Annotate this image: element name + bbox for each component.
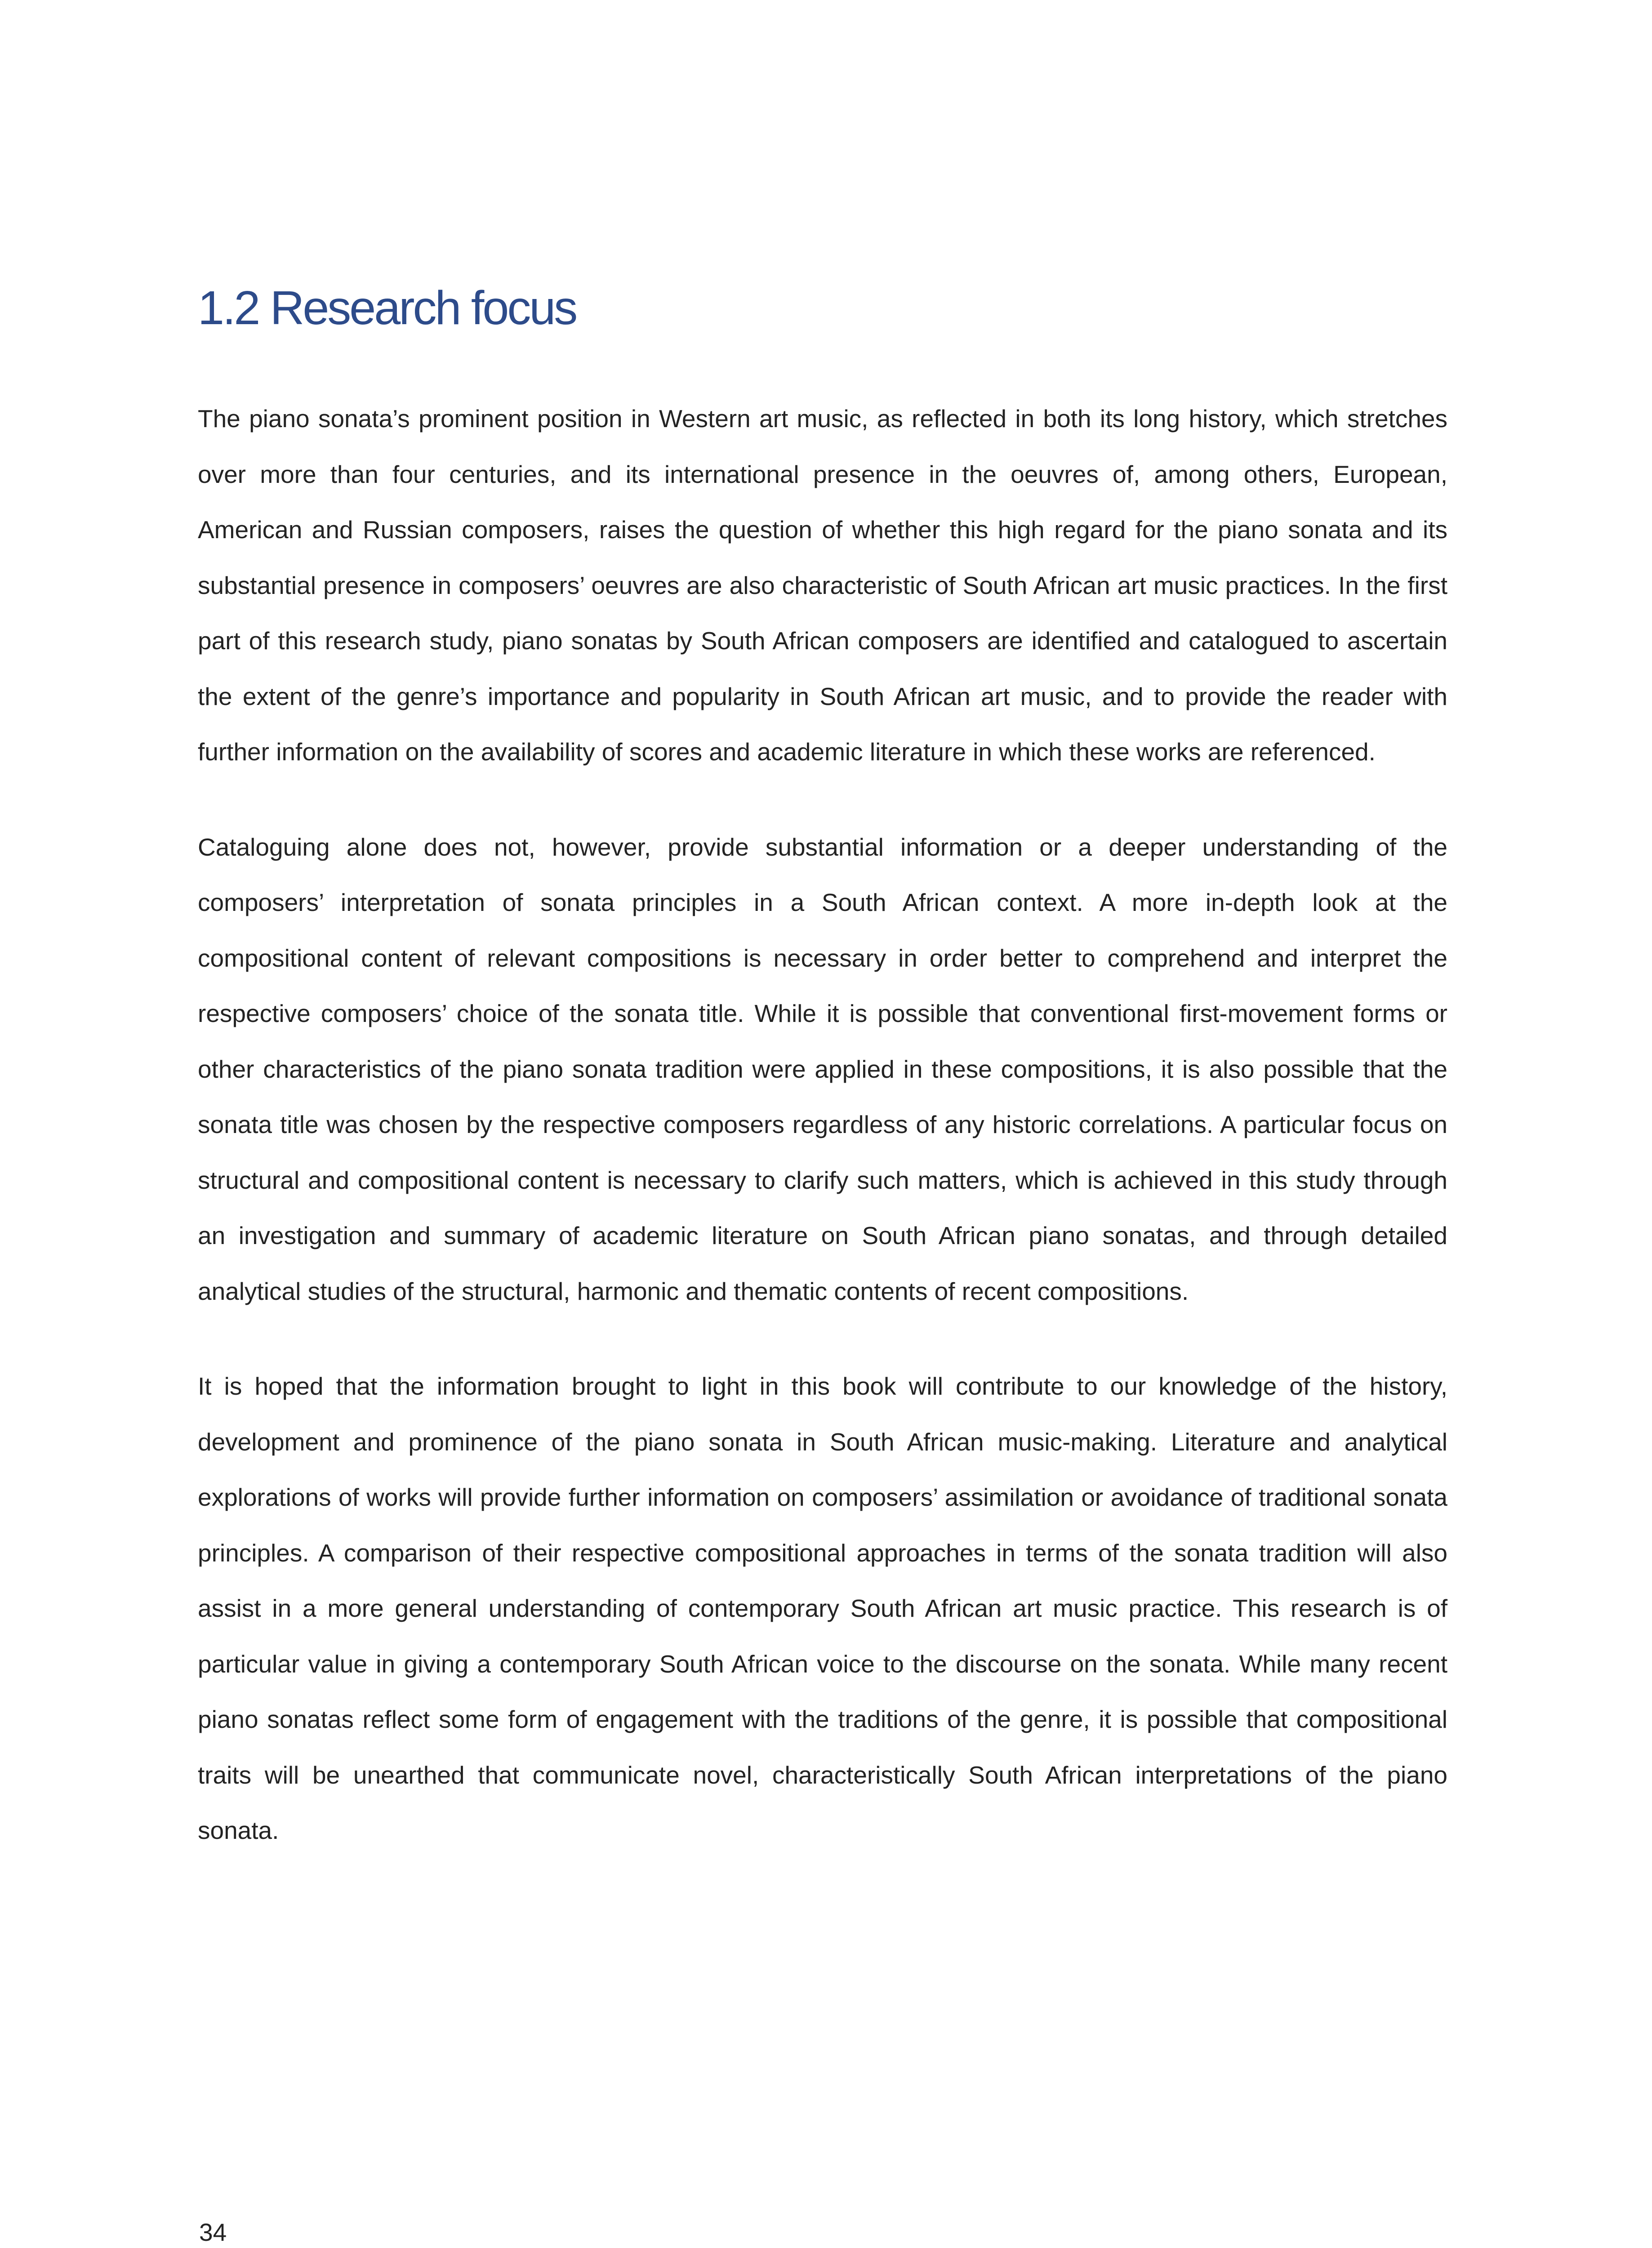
- section-heading: 1.2 Research focus: [198, 281, 576, 335]
- body-paragraph-3: It is hoped that the information brought to light in this book will contribute to our knowledge of the history, development and prominence of the piano sonata in South African music-making. Literature and analytical explorations of works will provide further information on composers’ assimilation or avoidance of traditional sonata principles. A comparison of their respective compositional approaches in terms of the sonata tradition will also assist in a more general understanding of contemporary South African art music practice. This research is of particular value in giving a contemporary South African voice to the discourse on the sonata. While many recent piano sonatas reflect some form of engagement with the traditions of the genre, it is possible that compositional traits will be unearthed that communicate novel, characteristically South African interpretations of the piano sonata.: [198, 1372, 1447, 1844]
- body-paragraph-1: The piano sonata’s prominent position in Western art music, as reflected in both its long history, which stretches over more than four centuries, and its international presence in the oeuvres of, among others, European, American and Russian composers, raises the question of whether this high regard for the piano sonata and its substantial presence in composers’ oeuvres are also characteristic of South African art music practices. In the first part of this research study, piano sonatas by South African composers are identified and catalogued to ascertain the extent of the genre’s importance and popularity in South African art music, and to provide the reader with further information on the availability of scores and academic literature in which these works are referenced.: [198, 405, 1447, 766]
- body-paragraph-2: Cataloguing alone does not, however, provide substantial information or a deeper understanding of the composers’ interpretation of sonata principles in a South African context. A more in-depth look at the compositional content of relevant compositions is necessary in order better to comprehend and interpret the respective composers’ choice of the sonata title. While it is possible that conventional first-movement forms or other characteristics of the piano sonata tradition were applied in these compositions, it is also possible that the sonata title was chosen by the respective composers regardless of any historic correlations. A particular focus on structural and compositional content is necessary to clarify such matters, which is achieved in this study through an investigation and summary of academic literature on South African piano sonatas, and through detailed analytical studies of the structural, harmonic and thematic contents of recent compositions.: [198, 833, 1447, 1305]
- page-number: 34: [199, 2218, 227, 2246]
- page-content: [198, 270, 1447, 1898]
